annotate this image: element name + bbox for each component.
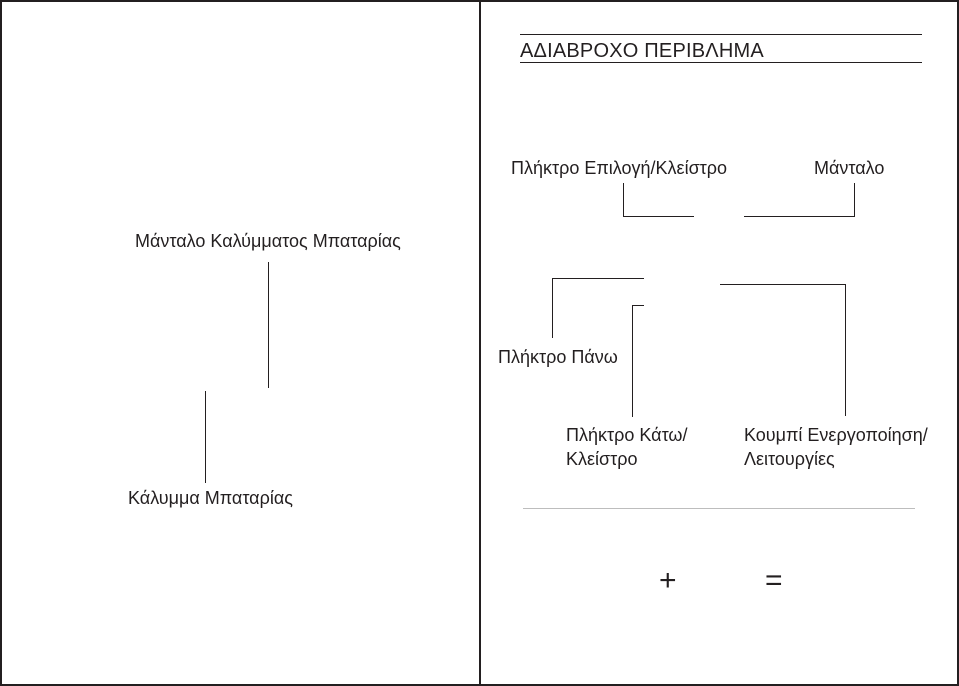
battery-cover-leader — [205, 391, 206, 483]
latch-leader-horizontal — [744, 216, 855, 217]
title-rule-bottom — [520, 62, 922, 63]
battery-cover-latch-leader — [268, 262, 269, 388]
down-key-leader-vertical — [632, 305, 633, 417]
down-key-leader-horizontal — [632, 305, 644, 306]
battery-cover-label: Κάλυμμα Μπαταρίας — [128, 488, 293, 508]
select-key-label: Πλήκτρο Επιλογή/Κλείστρο — [511, 158, 728, 178]
section-divider — [523, 508, 915, 509]
plus-sign: + — [659, 564, 677, 597]
latch-leader-vertical — [854, 183, 855, 217]
title-rule-top — [520, 34, 922, 35]
power-button-leader-horizontal — [720, 284, 846, 285]
latch-label: Μάνταλο — [814, 158, 885, 178]
down-key-label-line2: Κλείστρο — [566, 449, 638, 469]
right-page — [479, 0, 959, 686]
up-key-leader-vertical — [552, 278, 553, 338]
up-key-label: Πλήκτρο Πάνω — [498, 347, 618, 367]
power-button-label-line1: Κουμπί Ενεργοποίηση/ — [744, 425, 928, 445]
battery-cover-latch-label: Μάνταλο Καλύμματος Μπαταρίας — [135, 231, 401, 251]
power-button-label-line2: Λειτουργίες — [744, 449, 835, 469]
up-key-leader-horizontal — [552, 278, 644, 279]
equals-sign: = — [765, 564, 783, 597]
down-key-label-line1: Πλήκτρο Κάτω/ — [566, 425, 688, 445]
select-key-leader-horizontal — [623, 216, 694, 217]
power-button-leader-vertical — [845, 284, 846, 416]
select-key-leader-vertical — [623, 183, 624, 217]
page-title: ΑΔΙΑΒΡΟΧΟ ΠΕΡΙΒΛΗΜΑ — [520, 40, 764, 62]
